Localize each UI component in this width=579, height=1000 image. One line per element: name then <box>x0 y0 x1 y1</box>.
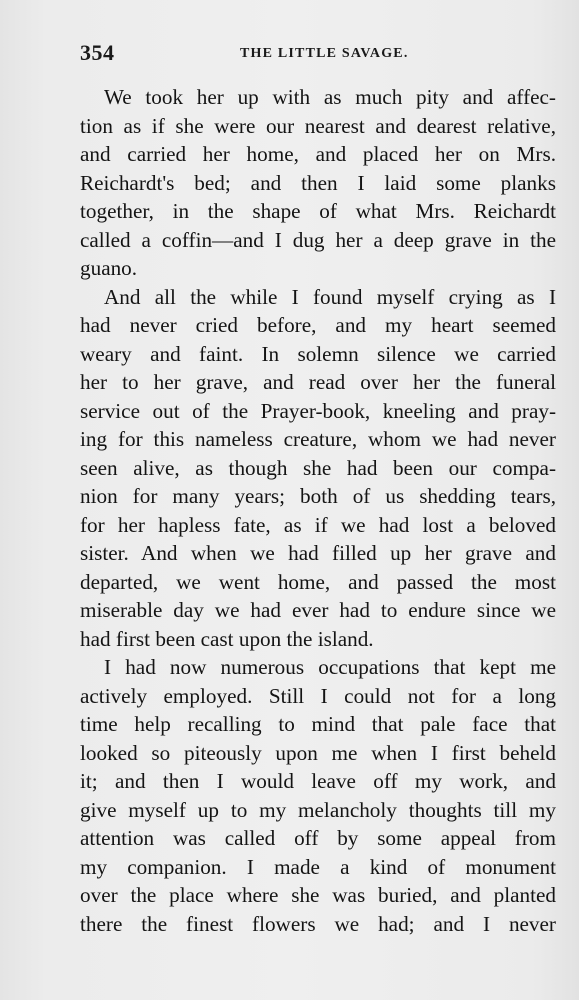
text-line: and carried her home, and placed her on Mrs. <box>80 142 556 166</box>
text-line: my companion. I made a kind of monument <box>80 854 556 879</box>
paragraph-2 <box>80 283 556 654</box>
text-line: seen alive, as though she had been our compa- <box>80 455 556 480</box>
text-line: it; and then I would leave off my work, and <box>80 769 556 793</box>
text-line: I had now numerous occupations that kept me <box>104 655 556 679</box>
text-line: for her hapless fate, as if we had lost a beloved <box>80 512 556 537</box>
text-line: looked so piteously upon me when I first beheld <box>80 740 556 765</box>
text-line: sister. And when we had filled up her grave and <box>80 541 556 565</box>
text-line: nion for many years; both of us shedding tears, <box>80 484 556 508</box>
text-line: there the finest flowers we had; and I never <box>80 911 556 936</box>
text-line: miserable day we had ever had to endure since we <box>80 598 556 622</box>
text-line: guano. <box>80 256 138 280</box>
text-line: called a coffin—and I dug her a deep grave in the <box>80 227 556 252</box>
body-text <box>80 83 556 938</box>
page-number: 354 <box>80 40 115 65</box>
paragraph-3 <box>80 653 556 938</box>
text-line: We took her up with as much pity and affec- <box>104 85 556 109</box>
text-line: Reichardt's bed; and then I laid some planks <box>80 170 556 195</box>
text-line: weary and faint. In solemn silence we carried <box>80 341 556 366</box>
text-line: service out of the Prayer-book, kneeling and pray- <box>80 398 556 423</box>
text-line: ing for this nameless creature, whom we had never <box>80 427 556 451</box>
text-line: give myself up to my melancholy thoughts till my <box>80 797 556 822</box>
running-title: THE LITTLE SAVAGE. <box>240 46 409 61</box>
text-line: over the place where she was buried, and planted <box>80 883 556 907</box>
text-line: time help recalling to mind that pale face that <box>80 712 556 736</box>
text-line: had never cried before, and my heart seemed <box>80 313 556 337</box>
text-line: And all the while I found myself crying as I <box>104 284 556 309</box>
running-head <box>80 40 560 70</box>
paragraph-1 <box>80 83 556 283</box>
text-line: her to her grave, and read over her the funeral <box>80 370 556 394</box>
text-line: departed, we went home, and passed the most <box>80 569 556 594</box>
text-line: together, in the shape of what Mrs. Reichardt <box>80 199 556 223</box>
text-line: attention was called off by some appeal from <box>80 826 556 850</box>
text-line: tion as if she were our nearest and dearest relative, <box>80 113 556 138</box>
text-line: had first been cast upon the island. <box>80 626 374 651</box>
text-line: actively employed. Still I could not for a long <box>80 683 556 708</box>
